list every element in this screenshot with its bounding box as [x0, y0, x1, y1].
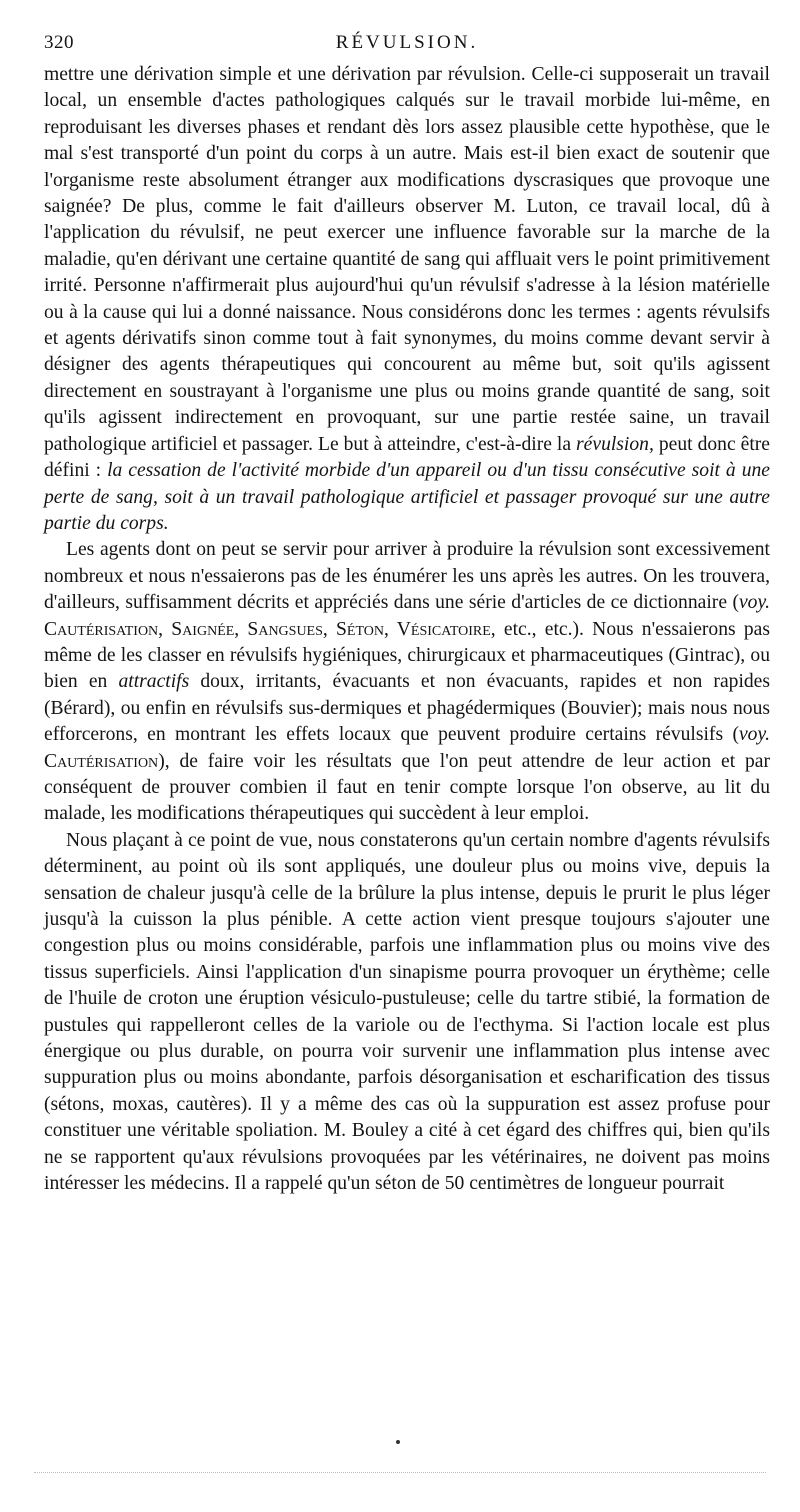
text-run: doux, irritants, évacuants et non évacuants, rapides et non rapides (Bérard), ou enfin en révulsifs sus-dermiques et phagédermiques (Bouvier); mais nous nous efforcerons, en montrant les effets locaux que peuvent produire certains révulsifs (	[44, 671, 771, 746]
text-run: ), de faire voir les résultats que l'on peut attendre de leur action et par conséquent de prouver combien il faut en tenir compte lorsque l'on observe, au lit du malade, les modifications thérapeutiques qui succèdent à leur emploi.	[44, 750, 770, 825]
italic-text: attractifs	[118, 671, 190, 693]
italic-text: la cessation de l'activité morbide d'un appareil ou d'un tissu consécutive soit à une perte de sang, soit à un travail pathologique artificiel et passager provoqué sur une autre partie du corps.	[44, 460, 770, 534]
body-text	[44, 62, 770, 1197]
text-run: etc., etc.). Nous n'essaierons pas même de les classer en révulsifs hygiéniques, chirurgicaux et pharmaceutiques (Gintrac), ou bien en	[44, 618, 770, 693]
italic-text: voy.	[738, 724, 770, 746]
text-run: mettre une dérivation simple et une dérivation par révulsion. Celle-ci supposerait un travail local, un ensemble d'actes pathologiques calqués sur le travail morbide lui-même, en reproduisant les diverses phases et rendant dès lors assez plausible cette hypothèse, que le mal s'est transporté d'un point du corps à un autre. Mais est-il bien exact de soutenir que l'organisme reste absolument étranger aux modifications dyscrasiques que provoque une saignée? De plus, comme le fait d'ailleurs observer M. Luton, ce travail local, dû à l'application du révulsif, ne peut exercer une influence favorable sur la marche de la maladie, qu'en dérivant une certaine quantité de sang qui affluait vers le point primitivement irrité. Personne n'affirmerait plus aujourd'hui qu'un révulsif s'adresse à la lésion matérielle ou à la cause qui lui a donné naissance. Nous considérons donc les termes : agents révulsifs et agents dérivatifs sinon comme tout à fait synonymes, du moins comme devant servir à désigner des agents thérapeutiques qui concourent au même but, soit qu'ils agissent directement en soustrayant à l'organisme une plus ou moins grande quantité de sang, soit qu'ils agissent indirectement en provoquant, sur une partie restée saine, un travail pathologique artificiel et passager. Le but à atteindre, c'est-à-dire la	[44, 64, 770, 455]
page-number: 320	[44, 32, 74, 53]
paragraph	[44, 828, 770, 1198]
page-header	[44, 28, 770, 62]
ink-dot	[396, 1440, 400, 1444]
cross-reference: Cautérisation, Saignée, Sangsues, Séton, Vésicatoire,	[44, 618, 496, 640]
cross-reference: Cautérisation	[44, 750, 159, 772]
italic-text: révulsion,	[576, 433, 654, 455]
text-run: Les agents dont on peut se servir pour arriver à produire la révulsion sont excessivement nombreux et nous n'essaierons pas de les énumérer les uns après les autres. On les trouvera, d'ailleurs, suffisamment décrits et appréciés dans une série d'articles de ce dictionnaire (	[44, 539, 770, 614]
paragraph	[44, 537, 770, 827]
text-run: peut donc être défini :	[44, 433, 770, 482]
paragraph	[44, 62, 770, 537]
document-page	[44, 28, 770, 1197]
running-title: RÉVULSION.	[335, 32, 479, 53]
text-run: Nous plaçant à ce point de vue, nous constaterons qu'un certain nombre d'agents révulsifs déterminent, au point où ils sont appliqués, une douleur plus ou moins vive, depuis la sensation de chaleur jusqu'à celle de la brûlure la plus intense, depuis le prurit le plus léger jusqu'à la cuisson la plus pénible. A cette action vient presque toujours s'ajouter une congestion plus ou moins considérable, parfois une inflammation plus ou moins vive des tissus superficiels. Ainsi l'application d'un sinapisme pourra provoquer un érythème; celle de l'huile de croton une éruption vésiculo-pustuleuse; celle du tartre stibié, la formation de pustules qui rappelleront celles de la variole ou de l'ecthyma. Si l'action locale est plus énergique ou plus durable, on pourra voir survenir une inflammation plus intense avec suppuration plus ou moins abondante, parfois désorganisation et escharification des tissus (sétons, moxas, cautères). Il y a même des cas où la suppuration est assez profuse pour constituer une véritable spoliation. M. Bouley a cité à cet égard des chiffres qui, bien qu'ils ne se rapportent qu'aux révulsions provoquées par les vétérinaires, ne doivent pas moins intéresser les médecins. Il a rappelé qu'un séton de 50 centimètres de longueur pourrait	[44, 829, 770, 1195]
italic-text: voy.	[738, 592, 770, 614]
bottom-margin-marks	[34, 1472, 766, 1473]
